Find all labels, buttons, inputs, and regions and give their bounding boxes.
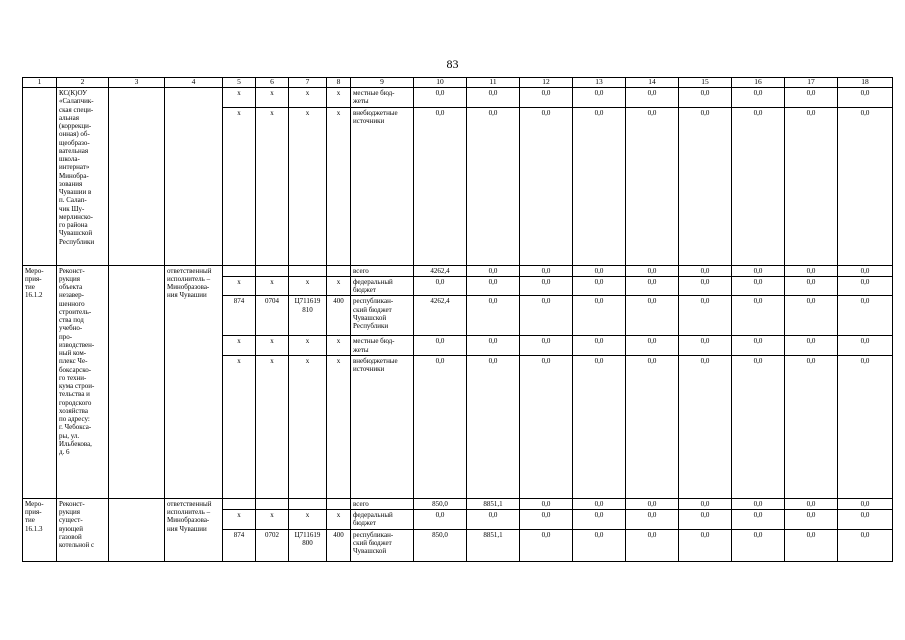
value-cell: 0,0 (467, 510, 520, 530)
col-number: 9 (351, 78, 414, 88)
value-cell: 0,0 (838, 510, 893, 530)
rzpr-cell: 0702 (256, 529, 289, 561)
col-number: 17 (785, 78, 838, 88)
col-number: 6 (256, 78, 289, 88)
value-cell: 0,0 (785, 107, 838, 265)
col-number: 12 (520, 78, 573, 88)
value-cell: 0,0 (838, 88, 893, 108)
csr-cell: x (289, 510, 327, 530)
funding-source-cell: внебюджетные источники (351, 107, 414, 265)
rzpr-cell: x (256, 355, 289, 498)
value-cell: 0,0 (573, 107, 626, 265)
value-cell: 0,0 (626, 276, 679, 296)
rzpr-cell: x (256, 107, 289, 265)
responsible-cell (165, 88, 223, 266)
value-cell: 0,0 (732, 336, 785, 356)
value-cell: 0,0 (520, 498, 573, 509)
measure-label-cell (23, 88, 57, 266)
funding-source-cell: всего (351, 498, 414, 509)
value-cell: 0,0 (679, 355, 732, 498)
value-cell: 0,0 (679, 296, 732, 336)
value-cell: 0,0 (520, 355, 573, 498)
value-cell: 0,0 (626, 355, 679, 498)
col-number: 14 (626, 78, 679, 88)
value-cell: 8851,1 (467, 498, 520, 509)
value-cell: 0,0 (414, 107, 467, 265)
grbs-cell: x (223, 510, 256, 530)
value-cell: 0,0 (838, 355, 893, 498)
value-cell: 0,0 (679, 498, 732, 509)
value-cell: 0,0 (467, 296, 520, 336)
value-cell: 0,0 (573, 276, 626, 296)
value-cell: 0,0 (626, 510, 679, 530)
rzpr-cell: x (256, 336, 289, 356)
vr-cell: x (327, 276, 351, 296)
value-cell: 0,0 (679, 336, 732, 356)
value-cell: 0,0 (732, 296, 785, 336)
value-cell: 0,0 (414, 276, 467, 296)
value-cell: 0,0 (785, 88, 838, 108)
responsible-cell: ответственный исполнитель – Минобразова- ния Чувашии (165, 265, 223, 498)
value-cell: 0,0 (838, 498, 893, 509)
vr-cell: 400 (327, 529, 351, 561)
measure-label-cell: Меро- прия- тие 16.1.3 (23, 498, 57, 561)
funding-source-cell: федеральный бюджет (351, 510, 414, 530)
csr-cell: x (289, 276, 327, 296)
col-number: 7 (289, 78, 327, 88)
csr-cell (289, 265, 327, 276)
empty-cell (109, 265, 165, 498)
value-cell: 0,0 (785, 336, 838, 356)
value-cell: 0,0 (679, 510, 732, 530)
value-cell: 0,0 (626, 265, 679, 276)
value-cell: 0,0 (785, 355, 838, 498)
csr-cell: x (289, 107, 327, 265)
value-cell: 0,0 (414, 88, 467, 108)
table-row (23, 265, 893, 276)
col-number: 2 (57, 78, 109, 88)
value-cell: 0,0 (838, 336, 893, 356)
rzpr-cell: x (256, 510, 289, 530)
csr-cell: Ц711619 800 (289, 529, 327, 561)
grbs-cell: x (223, 336, 256, 356)
value-cell: 0,0 (467, 265, 520, 276)
value-cell: 0,0 (520, 276, 573, 296)
col-number: 15 (679, 78, 732, 88)
grbs-cell: x (223, 107, 256, 265)
rzpr-cell: x (256, 88, 289, 108)
responsible-cell: ответственный исполнитель – Минобразова- ния Чувашии (165, 498, 223, 561)
funding-source-cell: внебюджетные источники (351, 355, 414, 498)
value-cell: 0,0 (520, 529, 573, 561)
value-cell: 0,0 (732, 529, 785, 561)
col-number: 8 (327, 78, 351, 88)
value-cell: 0,0 (838, 529, 893, 561)
value-cell: 0,0 (679, 529, 732, 561)
value-cell: 0,0 (732, 276, 785, 296)
value-cell: 0,0 (732, 498, 785, 509)
value-cell: 0,0 (785, 296, 838, 336)
value-cell: 0,0 (732, 510, 785, 530)
value-cell: 0,0 (573, 498, 626, 509)
empty-cell (109, 498, 165, 561)
value-cell: 0,0 (626, 88, 679, 108)
value-cell: 0,0 (414, 336, 467, 356)
vr-cell: x (327, 336, 351, 356)
value-cell: 0,0 (573, 296, 626, 336)
col-number: 11 (467, 78, 520, 88)
col-number: 4 (165, 78, 223, 88)
value-cell: 0,0 (573, 355, 626, 498)
table-row (23, 88, 893, 108)
vr-cell: x (327, 355, 351, 498)
vr-cell: x (327, 88, 351, 108)
col-number: 3 (109, 78, 165, 88)
value-cell: 0,0 (467, 336, 520, 356)
value-cell: 0,0 (785, 498, 838, 509)
grbs-cell: 874 (223, 529, 256, 561)
value-cell: 0,0 (467, 88, 520, 108)
value-cell: 0,0 (520, 296, 573, 336)
rzpr-cell (256, 265, 289, 276)
object-cell: КС(К)ОУ «Салапчик- ская специ- альная (коррекци- онная) об- щеобразо- вательная школа- интернат» Минобра- зования Чувашии в п. Салап- чик Шу- мерлинско- го района Чувашской Республики (57, 88, 109, 266)
value-cell: 0,0 (785, 276, 838, 296)
value-cell: 0,0 (573, 529, 626, 561)
grbs-cell: 874 (223, 296, 256, 336)
value-cell: 8851,1 (467, 529, 520, 561)
rzpr-cell: x (256, 276, 289, 296)
col-number: 1 (23, 78, 57, 88)
object-cell: Реконст- рукция объекта незавер- шенного строитель- ства под учебно- про- изводствен- ный ком- плекс Че- боксарско- го техни- кума строи- тельства и городского хозяйства по адресу: г. Чебокса- ры, ул. Ильбекова, д. 6 (57, 265, 109, 498)
value-cell: 0,0 (838, 107, 893, 265)
grbs-cell: x (223, 88, 256, 108)
value-cell: 0,0 (732, 107, 785, 265)
value-cell: 0,0 (838, 276, 893, 296)
value-cell: 850,0 (414, 498, 467, 509)
csr-cell: x (289, 355, 327, 498)
table-row (23, 498, 893, 509)
empty-cell (109, 88, 165, 266)
value-cell: 0,0 (626, 296, 679, 336)
col-number: 16 (732, 78, 785, 88)
value-cell: 0,0 (732, 88, 785, 108)
value-cell: 0,0 (785, 529, 838, 561)
funding-source-cell: всего (351, 265, 414, 276)
value-cell: 0,0 (467, 276, 520, 296)
vr-cell: x (327, 107, 351, 265)
rzpr-cell (256, 498, 289, 509)
value-cell: 0,0 (732, 265, 785, 276)
page-number: 83 (446, 57, 459, 71)
value-cell: 0,0 (414, 510, 467, 530)
value-cell: 0,0 (626, 107, 679, 265)
col-number: 13 (573, 78, 626, 88)
value-cell: 0,0 (679, 276, 732, 296)
value-cell: 850,0 (414, 529, 467, 561)
value-cell: 0,0 (414, 355, 467, 498)
column-number-row (23, 78, 893, 88)
rzpr-cell: 0704 (256, 296, 289, 336)
value-cell: 0,0 (573, 265, 626, 276)
budget-table (22, 77, 893, 562)
funding-source-cell: федеральный бюджет (351, 276, 414, 296)
vr-cell: 400 (327, 296, 351, 336)
value-cell: 0,0 (573, 88, 626, 108)
value-cell: 0,0 (838, 296, 893, 336)
value-cell: 0,0 (520, 510, 573, 530)
measure-label-cell: Меро- прия- тие 16.1.2 (23, 265, 57, 498)
value-cell: 0,0 (679, 107, 732, 265)
value-cell: 4262,4 (414, 296, 467, 336)
grbs-cell: x (223, 355, 256, 498)
grbs-cell: x (223, 276, 256, 296)
col-number: 18 (838, 78, 893, 88)
value-cell: 0,0 (626, 498, 679, 509)
value-cell: 0,0 (520, 88, 573, 108)
funding-source-cell: республикан- ский бюджет Чувашской (351, 529, 414, 561)
value-cell: 4262,4 (414, 265, 467, 276)
funding-source-cell: местные бюд- жеты (351, 336, 414, 356)
vr-cell (327, 265, 351, 276)
value-cell: 0,0 (785, 510, 838, 530)
value-cell: 0,0 (785, 265, 838, 276)
funding-source-cell: республикан- ский бюджет Чувашской Республики (351, 296, 414, 336)
value-cell: 0,0 (626, 336, 679, 356)
funding-source-cell: местные бюд- жеты (351, 88, 414, 108)
col-number: 10 (414, 78, 467, 88)
value-cell: 0,0 (679, 88, 732, 108)
value-cell: 0,0 (467, 355, 520, 498)
value-cell: 0,0 (626, 529, 679, 561)
grbs-cell (223, 265, 256, 276)
value-cell: 0,0 (573, 336, 626, 356)
value-cell: 0,0 (467, 107, 520, 265)
col-number: 5 (223, 78, 256, 88)
value-cell: 0,0 (520, 336, 573, 356)
vr-cell (327, 498, 351, 509)
csr-cell: x (289, 336, 327, 356)
vr-cell: x (327, 510, 351, 530)
value-cell: 0,0 (520, 265, 573, 276)
csr-cell: Ц711619 810 (289, 296, 327, 336)
value-cell: 0,0 (573, 510, 626, 530)
value-cell: 0,0 (520, 107, 573, 265)
value-cell: 0,0 (732, 355, 785, 498)
value-cell: 0,0 (679, 265, 732, 276)
grbs-cell (223, 498, 256, 509)
csr-cell: x (289, 88, 327, 108)
value-cell: 0,0 (838, 265, 893, 276)
csr-cell (289, 498, 327, 509)
object-cell: Реконст- рукция сущест- вующей газовой котельной с (57, 498, 109, 561)
